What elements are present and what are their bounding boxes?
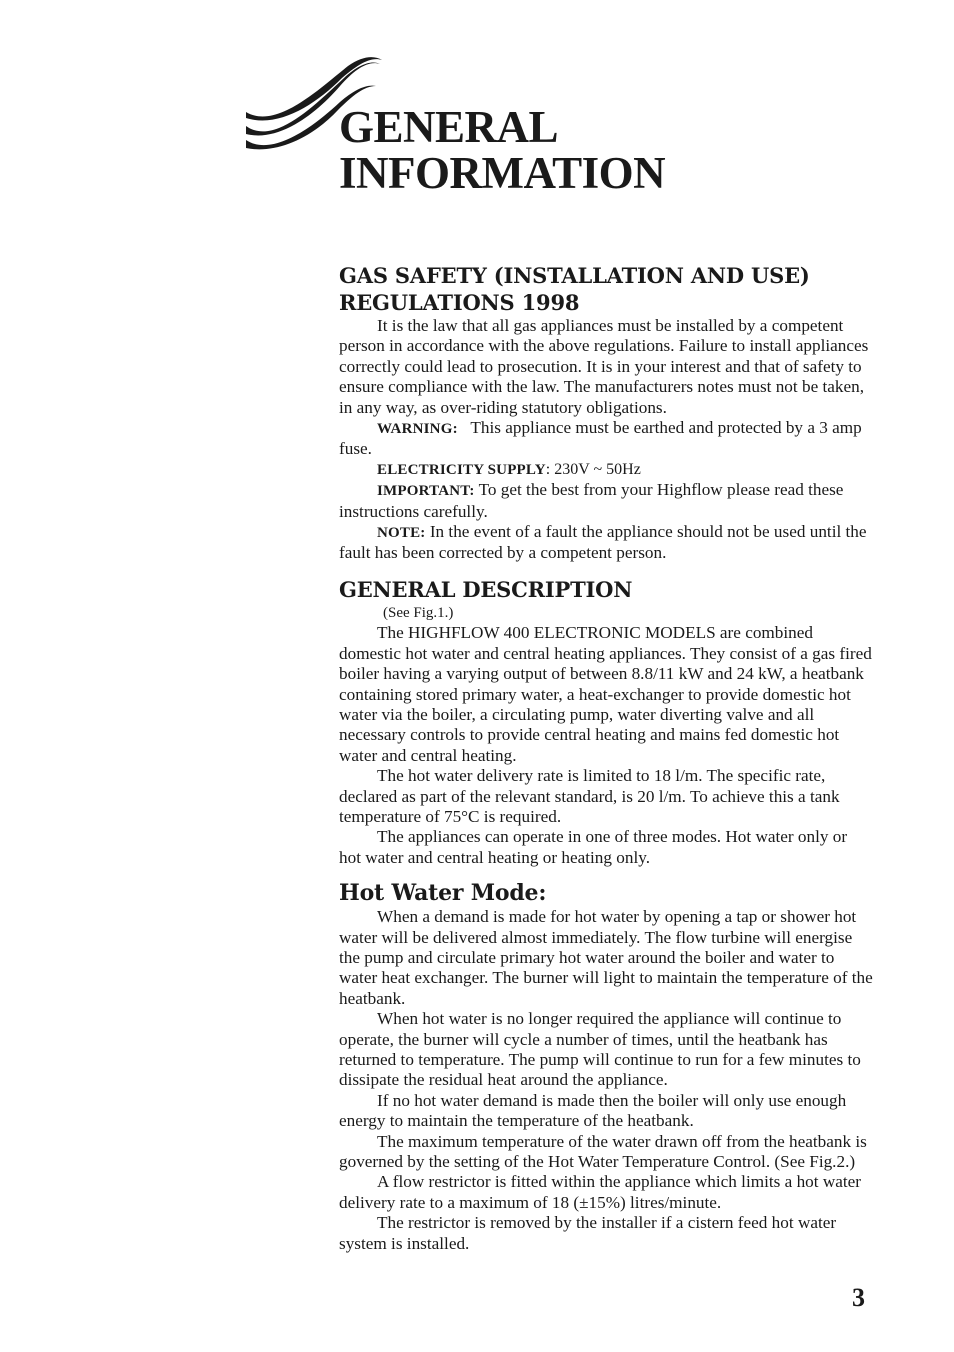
gas-safety-heading-line2: REGULATIONS 1998 (339, 290, 580, 315)
main-content (339, 262, 873, 1254)
gas-safety-heading-line1: GAS SAFETY (INSTALLATION AND USE) (339, 263, 810, 288)
page-title-line1: GENERAL (339, 102, 559, 152)
page-title-line2: INFORMATION (339, 148, 666, 198)
note-text: In the event of a fault the appliance should not be used until the fault has been corrected by a competent person. (339, 522, 867, 563)
hot-water-mode-paragraph-2: When hot water is no longer required the appliance will continue to operate, the burner will cycle a number of times, until the heatbank has returned to temperature. The pump will continue to run for a few minutes to dissipate the residual heat around the appliance. (339, 1009, 861, 1090)
gas-safety-paragraph: It is the law that all gas appliances must be installed by a competent person in accordance with the above regulations. Failure to install appliances correctly could lead to prosecution. It is in your interest and that of safety to ensure compliance with the law. The manufacturers notes must not be taken, in any way, as over-riding statutory obligations. (339, 316, 869, 417)
note-label: NOTE: (377, 525, 426, 542)
hot-water-mode-heading: Hot Water Mode: (339, 880, 547, 907)
warning-text: This appliance must be earthed and protected by a 3 amp fuse. (339, 418, 862, 459)
hot-water-mode-paragraph-5: A flow restrictor is fitted within the appliance which limits a hot water delivery rate to a maximum of 18 (±15%) litres/minute. (339, 1172, 861, 1212)
page-title (339, 104, 665, 196)
electricity-supply-label: ELECTRICITY SUPPLY (377, 461, 546, 478)
warning-label: WARNING: (377, 421, 458, 438)
note-paragraph (339, 522, 873, 564)
important-label: IMPORTANT: (377, 483, 475, 500)
general-description-paragraph-1: The HIGHFLOW 400 ELECTRONIC MODELS are combined domestic hot water and central heating appliances. They consist of a gas fired boiler having a varying output of between 8.8/11 kW and 24 kW, a heatbank containing stored primary water, a heat-exchanger to provide domestic hot water via the boiler, a circulating pump, water diverting valve and all necessary controls to provide central heating and mains fed domestic hot water and central heating. (339, 623, 872, 765)
hot-water-mode-paragraph-3: If no hot water demand is made then the boiler will only use enough energy to maintain the temperature of the heatbank. (339, 1090, 847, 1131)
page-number: 3 (852, 1283, 865, 1312)
important-paragraph (339, 480, 873, 522)
gas-safety-heading (339, 262, 873, 316)
hot-water-mode-paragraph-1: When a demand is made for hot water by opening a tap or shower hot water will be delivered almost immediately. The flow turbine will energise the pump and circulate primary hot water around the boiler and water to water heat exchanger. The burner will light to maintain the temperature of the heatbank. (339, 907, 873, 1008)
figure-reference: (See Fig.1.) (383, 604, 454, 621)
warning-paragraph (339, 418, 873, 460)
general-description-paragraph-3: The appliances can operate in one of three modes. Hot water only or hot water and central heating or heating only. (339, 827, 848, 867)
general-description-heading: GENERAL DESCRIPTION (339, 576, 633, 602)
electricity-supply-text: : 230V ~ 50Hz (545, 460, 641, 478)
important-text: To get the best from your Highflow please read these instructions carefully. (339, 480, 844, 521)
electricity-supply-paragraph (339, 460, 873, 480)
hot-water-mode-paragraph-6: The restrictor is removed by the installer if a cistern feed hot water system is installed. (339, 1213, 837, 1253)
general-description-paragraph-2: The hot water delivery rate is limited to 18 l/m. The specific rate, declared as part of the relevant standard, is 20 l/m. To achieve this a tank temperature of 75°C is required. (339, 766, 840, 826)
hot-water-mode-paragraph-4: The maximum temperature of the water drawn off from the heatbank is governed by the setting of the Hot Water Temperature Control. (See Fig.2.) (339, 1131, 867, 1172)
